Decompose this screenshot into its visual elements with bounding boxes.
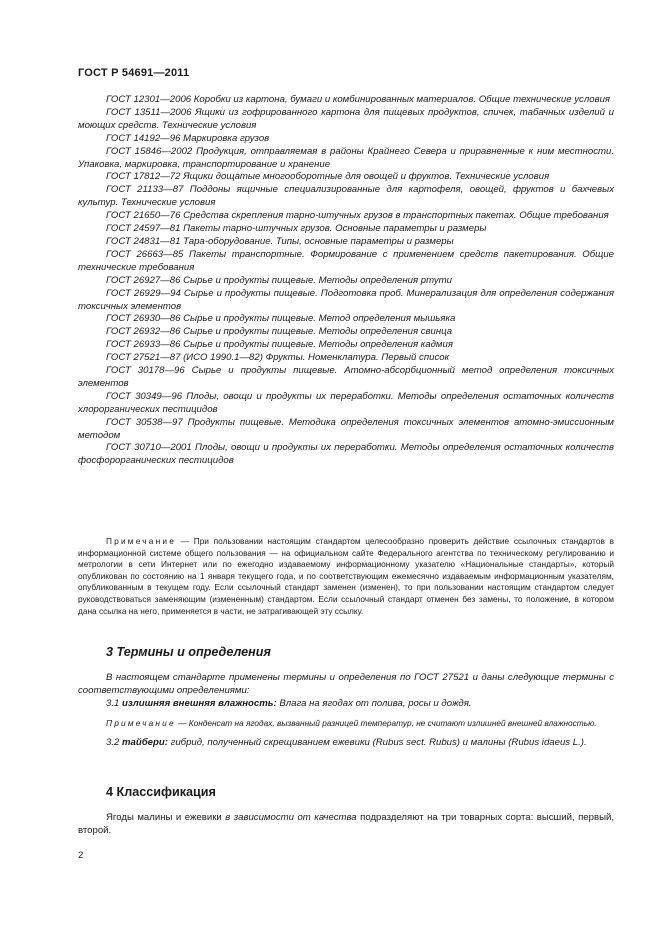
term-3-2: 3.2 тайбери: гибрид, полученный скрещиванием ежевики (Rubus sect. Rubus) и малины (Rubus idaeus L.). (106, 737, 587, 749)
references-note (78, 536, 614, 617)
reference-item: ГОСТ 26930—86 Сырье и продукты пищевые. Метод определения мышьяка (106, 313, 456, 325)
normative-references-list (78, 94, 614, 468)
reference-item: ГОСТ 13511—2006 Ящики из гофрированного картона для пищевых продуктов, спичек, табачных изделий и моющих средств. Технические условия (78, 106, 614, 131)
term-3-1: 3.1 излишняя внешняя влажность: Влага на ягодах от полива, росы и дождя. (106, 697, 472, 709)
section-3-body (78, 672, 614, 750)
reference-item: ГОСТ 14192—96 Маркировка грузов (106, 132, 270, 144)
term-definition: Влага на ягодах от полива, росы и дождя. (276, 697, 472, 709)
page-number: 2 (78, 850, 84, 861)
term-name: тайбери: (122, 737, 168, 749)
reference-item: ГОСТ 27521—87 (ИСО 1990.1—82) Фрукты. Номенклатура. Первый список (106, 352, 450, 364)
note-label: Примечание (106, 536, 177, 546)
term-note: Примечание — Конденсат на ягодах, вызванный разницей температур, не считают излишней внешней влажностью. (106, 717, 597, 728)
term-name: излишняя внешняя влажность: (122, 697, 277, 709)
reference-item: ГОСТ 30178—96 Сырье и продукты пищевые. Атомно-абсорбционный метод определения токсичных элементов (78, 365, 614, 389)
note-text: — При пользовании настоящим стандартом целесообразно проверить действие ссылочных стандартов в информационной системе общего пользования — на официальном сайте Федерального агентства по техническому регулированию и метрологии в сети Интернет или по ежегодно издаваемому информационному указателю «Национальные стандарты», который опубликован по состоянию на 1 января текущего года, и по соответствующим ежемесячно издаваемым информационным указателям, опубликованным в текущем году. Если ссылочный стандарт заменен (изменен), то при пользовании настоящим стандартом следует руководствоваться заменяющим (измененным) стандартом. Если ссылочный стандарт отменен без замены, то положение, в котором дана ссылка на него, применяется в части, не затрагивающей эту ссылку. (78, 536, 614, 616)
reference-item: ГОСТ 26932—86 Сырье и продукты пищевые. Методы определения свинца (106, 326, 453, 338)
section-3-intro: В настоящем стандарте применены термины и определения по ГОСТ 27521 и даны следующие термины с соответствующими определениями: (78, 672, 614, 696)
section-4-body: Ягоды малины и ежевики в зависимости от качества подразделяют на три товарных сорта: высший, первый, второй. (78, 812, 614, 836)
reference-item: ГОСТ 21650—76 Средства скрепления тарно-штучных грузов в транспортных пакетах. Общие требования (106, 210, 609, 222)
reference-item: ГОСТ 12301—2006 Коробки из картона, бумаги и комбинированных материалов. Общие технические условия (106, 94, 611, 105)
reference-item: ГОСТ 26663—85 Пакеты транспортные. Формирование с применением средств пакетирования. Общие технические требования (78, 248, 614, 273)
term-definition: гибрид, полученный скрещиванием ежевики (Rubus sect. Rubus) и малины (Rubus idaeus L.). (167, 737, 587, 749)
reference-item: ГОСТ 26929—94 Сырье и продукты пищевые. Подготовка проб. Минерализация для определения содержания токсичных элементов (78, 287, 614, 312)
reference-item: ГОСТ 30349—96 Плоды, овощи и продукты их переработки. Методы определения остаточных количеств хлорорганических пестицидов (78, 390, 614, 415)
reference-item: ГОСТ 15846—2002 Продукция, отправляемая в районы Крайнего Севера и приравненные к ним местности. Упаковка, маркировка, транспортирование и хранение (78, 145, 614, 170)
reference-item: ГОСТ 30538—97 Продукты пищевые. Методика определения токсичных элементов атомно-эмиссионным методом (78, 416, 614, 441)
reference-item: ГОСТ 30710—2001 Плоды, овощи и продукты их переработки. Методы определения остаточных количеств фосфорорганических пестицидов (78, 442, 614, 467)
reference-item: ГОСТ 21133—87 Поддоны ящичные специализированные для картофеля, овощей, фруктов и бахчевых культур. Технические условия (78, 184, 614, 209)
reference-item: ГОСТ 26927—86 Сырье и продукты пищевые. Методы определения ртути (106, 274, 452, 286)
reference-item: ГОСТ 17812—72 Ящики дощатые многооборотные для овощей и фруктов. Технические условия (106, 171, 550, 183)
section-4-heading: 4 Классификация (106, 785, 216, 799)
section-3-heading: 3 Термины и определения (106, 645, 271, 659)
reference-item: ГОСТ 24597—81 Пакеты тарно-штучных грузов. Основные параметры и размеры (106, 223, 487, 235)
reference-item: ГОСТ 26933—86 Сырье и продукты пищевые. Методы определения кадмия (106, 339, 453, 351)
document-header: ГОСТ Р 54691—2011 (78, 67, 190, 79)
reference-item: ГОСТ 24831—81 Тара-оборудование. Типы, основные параметры и размеры (106, 235, 454, 247)
